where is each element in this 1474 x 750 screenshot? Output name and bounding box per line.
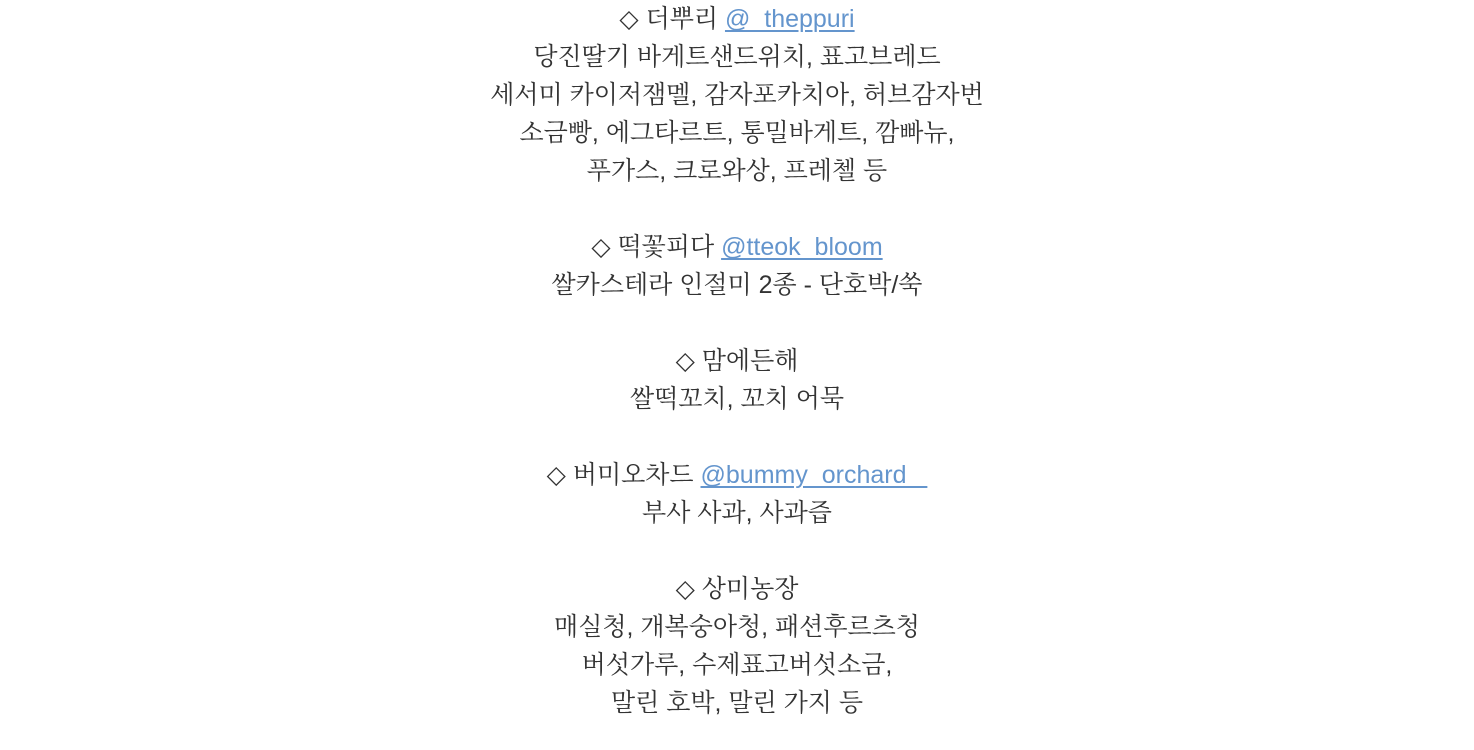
- diamond-icon: ◇: [675, 347, 702, 375]
- instagram-handle-link[interactable]: @_theppuri: [724, 5, 855, 33]
- vendor-name: 더뿌리: [645, 5, 719, 33]
- product-line: 쌀떡꼬치, 꼬치 어묵: [629, 385, 845, 413]
- vendor-heading: [0, 456, 1474, 494]
- diamond-icon: ◇: [591, 233, 618, 261]
- product-line: 세서미 카이저잼멜, 감자포카치아, 허브감자번: [490, 81, 984, 109]
- vendor-section: [0, 0, 1474, 190]
- product-line: 말린 호박, 말린 가지 등: [610, 689, 864, 717]
- product-line: 푸가스, 크로와상, 프레첼 등: [586, 157, 888, 185]
- product-line: 버섯가루, 수제표고버섯소금,: [581, 651, 893, 679]
- vendor-section: [0, 456, 1474, 532]
- product-line: 매실청, 개복숭아청, 패션후르츠청: [554, 613, 920, 641]
- product-line: 부사 사과, 사과즙: [642, 499, 832, 527]
- vendor-section: [0, 342, 1474, 418]
- instagram-handle-link[interactable]: @bummy_orchard_: [700, 461, 928, 489]
- product-line: 쌀카스테라 인절미 2종 - 단호박/쑥: [551, 271, 923, 299]
- product-line: 소금빵, 에그타르트, 통밀바게트, 깜빠뉴,: [519, 119, 955, 147]
- vendor-name: 떡꽃피다: [617, 233, 715, 261]
- vendor-section: [0, 570, 1474, 722]
- vendor-heading: [0, 0, 1474, 38]
- vendor-heading: [0, 342, 1474, 380]
- vendor-name: 맘에든해: [701, 347, 799, 375]
- vendor-heading: [0, 570, 1474, 608]
- product-line: 당진딸기 바게트샌드위치, 표고브레드: [533, 43, 941, 71]
- diamond-icon: ◇: [675, 575, 702, 603]
- vendor-name: 버미오차드: [572, 461, 694, 489]
- diamond-icon: ◇: [546, 461, 573, 489]
- vendor-name: 상미농장: [701, 575, 799, 603]
- vendor-section: [0, 228, 1474, 304]
- diamond-icon: ◇: [619, 5, 646, 33]
- instagram-handle-link[interactable]: @tteok_bloom: [721, 233, 883, 261]
- vendor-heading: [0, 228, 1474, 266]
